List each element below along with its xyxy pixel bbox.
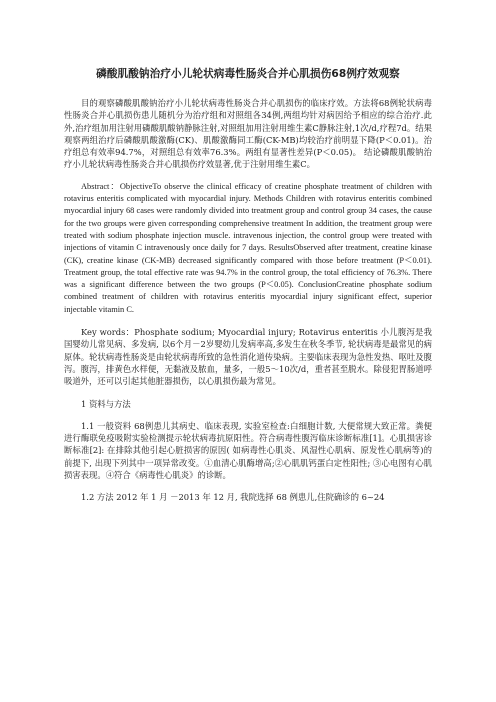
chinese-abstract: 目的观察磷酸肌酸钠治疗小儿轮状病毒性肠炎合并心肌损伤的临床疗效。方法将68例轮状病毒性肠炎合并心肌损伤患儿随机分为治疗组和对照组各34例,两组均针对病因给予相应的综合治疗.此外,治疗组加用注射用磷酸肌酸钠静脉注射,对照组加用注射用维生素C静脉注射,1次/d,疗程7d。结果观察两组治疗后磷酸肌酸激酶(CK)、肌酸激酶同工酶(CK-MB)均较治疗前明显下降(P＜0.01)。治疗组总有效率94.7%，对照组总有效率76.3%。两组有显著性差异(P＜0.05)。 结论磷酸肌酸钠治疗小儿轮状病毒性肠炎合并心肌损伤疗效显著,优于注射用维生素C。 (64, 98, 432, 170)
keywords-and-introduction: Key words：Phosphate sodium; Myocardial injury; Rotavirus enteritis 小儿腹泻是我国婴幼儿常见病、多发病, 以6个月－2岁婴幼儿发病率高,多发生在秋冬季节, 轮状病毒是最常见的病原体。轮状病毒性肠炎是由轮状病毒所致的急性消化道传染病。主要临床表现为急性发热、呕吐及腹泻。腹泻，排黄色水样便，无黏液及脓血，量多，一般5～10次/d，重者甚至脱水。除侵犯胃肠道呼吸道外，还可以引起其他脏器损伤，以心肌损伤最为常见。 (64, 327, 432, 387)
section-heading-materials-methods: 1 资料与方法 (81, 398, 131, 409)
paper-title: 磷酸肌酸钠治疗小儿轮状病毒性肠炎合并心肌损伤68例疗效观察 (96, 68, 400, 80)
section-1-2-methods: 1.2 方法 2012 年 1 月 －2013 年 12 月, 我院选择 68 例患儿,住院确诊的 6~24 (81, 492, 385, 503)
english-abstract: Abstract：ObjectiveTo observe the clinical efficacy of creatine phosphate treatment of children with rotavirus enteritis complicated with myocardial injury. Methods Children with rotavirus enteritis combined myocardial injury 68 cases were randomly divided into treatment group and control group 34 cases, the cause for the two groups were given corresponding comprehensive treatment In addition, the treatment group were treated with sodium phosphate injection muscle. intravenous injection, the control group were treated with injections of vitamin C intravenously once daily for 7 days. ResultsObserved after treatment, creatine kinase (CK), creatine kinase (CK-MB) decreased significantly compared with those before treatment (P＜0.01). Treatment group, the total effective rate was 94.7% in the control group, the total efficiency of 76.3%. There was a significant difference between the two groups (P＜0.05). ConclusionCreatine phosphate sodium combined treatment of children with rotavirus enteritis myocardial injury significant effect, superior injectable vitamin C. (64, 181, 432, 314)
section-1-1-general-data: 1.1 一般资料 68例患儿其病史、临床表现, 实验室检查:白细胞计数, 大便常规大致正常。粪便进行酶联免疫吸附实验检测提示轮状病毒抗原阳性。符合病毒性腹泻临床诊断标准[1]。心肌损害诊断标准[2]: 在排除其他引起心脏损害的原因( 如病毒性心肌炎、风湿性心肌病、原发性心肌病等)的前提下, 出现下列其中一项异常改变。①血清心肌酶增高;②心肌肌钙蛋白定性阳性; ③心电图有心肌损害表现。④符合《病毒性心肌炎》的诊断。 (64, 420, 432, 481)
